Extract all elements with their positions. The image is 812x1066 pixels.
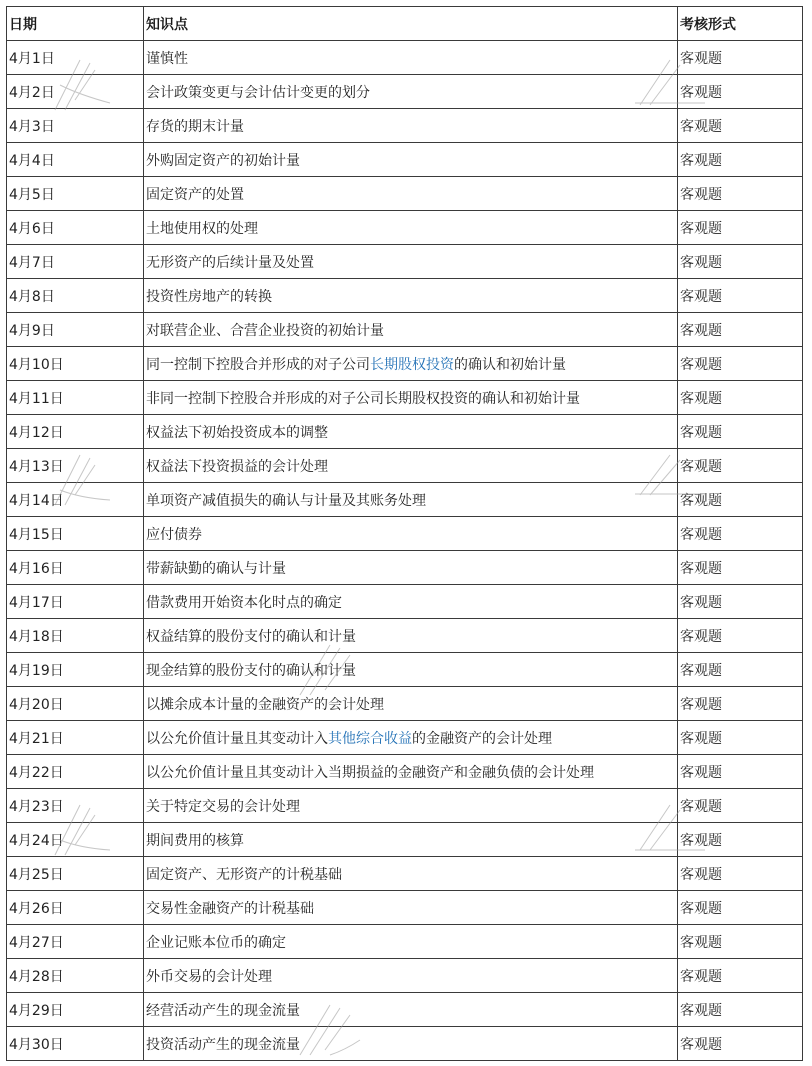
table-row	[7, 245, 803, 279]
row-topic: 经营活动产生的现金流量	[144, 993, 678, 1027]
row-topic: 以公允价值计量且其变动计入当期损益的金融资产和金融负债的会计处理	[144, 755, 678, 789]
row-topic: 土地使用权的处理	[144, 211, 678, 245]
row-form: 客观题	[678, 959, 803, 993]
table-row	[7, 721, 803, 755]
row-topic: 交易性金融资产的计税基础	[144, 891, 678, 925]
row-date: 4月6日	[7, 211, 144, 245]
table-row	[7, 619, 803, 653]
row-date: 4月22日	[7, 755, 144, 789]
row-form: 客观题	[678, 721, 803, 755]
row-topic: 会计政策变更与会计估计变更的划分	[144, 75, 678, 109]
row-date: 4月2日	[7, 75, 144, 109]
row-form: 客观题	[678, 1027, 803, 1061]
row-date: 4月19日	[7, 653, 144, 687]
table-row	[7, 177, 803, 211]
row-topic: 固定资产、无形资产的计税基础	[144, 857, 678, 891]
table-row	[7, 41, 803, 75]
row-form: 客观题	[678, 993, 803, 1027]
row-date: 4月14日	[7, 483, 144, 517]
schedule-table	[6, 6, 803, 1061]
row-topic: 谨慎性	[144, 41, 678, 75]
row-date: 4月30日	[7, 1027, 144, 1061]
row-topic-prefix: 同一控制下控股合并形成的对子公司	[146, 356, 370, 373]
table-row	[7, 857, 803, 891]
row-date: 4月17日	[7, 585, 144, 619]
table-row	[7, 993, 803, 1027]
row-form: 客观题	[678, 313, 803, 347]
row-topic: 固定资产的处置	[144, 177, 678, 211]
row-form: 客观题	[678, 75, 803, 109]
header-form: 考核形式	[678, 7, 803, 41]
row-topic: 对联营企业、合营企业投资的初始计量	[144, 313, 678, 347]
row-form: 客观题	[678, 41, 803, 75]
table-row	[7, 755, 803, 789]
row-form: 客观题	[678, 177, 803, 211]
row-topic: 现金结算的股份支付的确认和计量	[144, 653, 678, 687]
table-row	[7, 687, 803, 721]
table-row	[7, 959, 803, 993]
row-form: 客观题	[678, 415, 803, 449]
row-date: 4月8日	[7, 279, 144, 313]
topic-link[interactable]: 长期股权投资	[370, 356, 454, 373]
row-form: 客观题	[678, 755, 803, 789]
table-row	[7, 449, 803, 483]
topic-link[interactable]: 其他综合收益	[328, 730, 412, 747]
row-topic: 投资性房地产的转换	[144, 279, 678, 313]
row-topic: 存货的期末计量	[144, 109, 678, 143]
row-topic-suffix: 的确认和初始计量	[454, 356, 566, 373]
row-topic: 投资活动产生的现金流量	[144, 1027, 678, 1061]
row-topic-suffix: 的金融资产的会计处理	[412, 730, 552, 747]
row-date: 4月10日	[7, 347, 144, 381]
table-header-row	[7, 7, 803, 41]
table-row	[7, 551, 803, 585]
row-date: 4月3日	[7, 109, 144, 143]
row-form: 客观题	[678, 109, 803, 143]
schedule-table-wrapper	[6, 6, 803, 1061]
row-form: 客观题	[678, 381, 803, 415]
row-form: 客观题	[678, 279, 803, 313]
row-form: 客观题	[678, 857, 803, 891]
row-date: 4月28日	[7, 959, 144, 993]
row-date: 4月24日	[7, 823, 144, 857]
header-topic: 知识点	[144, 7, 678, 41]
row-topic: 关于特定交易的会计处理	[144, 789, 678, 823]
table-row	[7, 75, 803, 109]
row-topic: 权益法下初始投资成本的调整	[144, 415, 678, 449]
table-row	[7, 653, 803, 687]
row-date: 4月25日	[7, 857, 144, 891]
row-date: 4月23日	[7, 789, 144, 823]
table-row	[7, 823, 803, 857]
row-topic: 企业记账本位币的确定	[144, 925, 678, 959]
row-date: 4月11日	[7, 381, 144, 415]
row-topic: 单项资产减值损失的确认与计量及其账务处理	[144, 483, 678, 517]
row-date: 4月29日	[7, 993, 144, 1027]
row-form: 客观题	[678, 925, 803, 959]
table-body	[7, 41, 803, 1061]
table-row	[7, 483, 803, 517]
row-date: 4月12日	[7, 415, 144, 449]
row-form: 客观题	[678, 551, 803, 585]
row-topic	[144, 721, 678, 755]
row-topic: 借款费用开始资本化时点的确定	[144, 585, 678, 619]
table-row	[7, 415, 803, 449]
table-row	[7, 211, 803, 245]
row-topic: 非同一控制下控股合并形成的对子公司长期股权投资的确认和初始计量	[144, 381, 678, 415]
row-date: 4月9日	[7, 313, 144, 347]
table-row	[7, 109, 803, 143]
row-topic: 期间费用的核算	[144, 823, 678, 857]
table-row	[7, 789, 803, 823]
row-form: 客观题	[678, 891, 803, 925]
row-topic: 无形资产的后续计量及处置	[144, 245, 678, 279]
row-form: 客观题	[678, 653, 803, 687]
row-form: 客观题	[678, 347, 803, 381]
row-topic-prefix: 以公允价值计量且其变动计入	[146, 730, 328, 747]
row-topic: 权益结算的股份支付的确认和计量	[144, 619, 678, 653]
row-form: 客观题	[678, 823, 803, 857]
table-row	[7, 1027, 803, 1061]
row-topic	[144, 347, 678, 381]
row-date: 4月26日	[7, 891, 144, 925]
table-row	[7, 381, 803, 415]
row-date: 4月7日	[7, 245, 144, 279]
table-row	[7, 143, 803, 177]
row-date: 4月15日	[7, 517, 144, 551]
row-topic: 外币交易的会计处理	[144, 959, 678, 993]
row-date: 4月5日	[7, 177, 144, 211]
row-form: 客观题	[678, 483, 803, 517]
row-date: 4月21日	[7, 721, 144, 755]
row-date: 4月20日	[7, 687, 144, 721]
row-form: 客观题	[678, 143, 803, 177]
row-date: 4月13日	[7, 449, 144, 483]
table-row	[7, 585, 803, 619]
row-topic: 外购固定资产的初始计量	[144, 143, 678, 177]
table-row	[7, 347, 803, 381]
row-topic: 应付债券	[144, 517, 678, 551]
row-date: 4月1日	[7, 41, 144, 75]
row-form: 客观题	[678, 789, 803, 823]
table-row	[7, 891, 803, 925]
row-date: 4月27日	[7, 925, 144, 959]
row-form: 客观题	[678, 245, 803, 279]
table-row	[7, 925, 803, 959]
row-form: 客观题	[678, 449, 803, 483]
header-date: 日期	[7, 7, 144, 41]
row-topic: 权益法下投资损益的会计处理	[144, 449, 678, 483]
row-form: 客观题	[678, 687, 803, 721]
row-topic: 带薪缺勤的确认与计量	[144, 551, 678, 585]
table-row	[7, 517, 803, 551]
row-topic: 以摊余成本计量的金融资产的会计处理	[144, 687, 678, 721]
row-date: 4月16日	[7, 551, 144, 585]
row-form: 客观题	[678, 211, 803, 245]
row-date: 4月4日	[7, 143, 144, 177]
row-form: 客观题	[678, 585, 803, 619]
row-date: 4月18日	[7, 619, 144, 653]
row-form: 客观题	[678, 517, 803, 551]
table-row	[7, 279, 803, 313]
row-form: 客观题	[678, 619, 803, 653]
table-row	[7, 313, 803, 347]
